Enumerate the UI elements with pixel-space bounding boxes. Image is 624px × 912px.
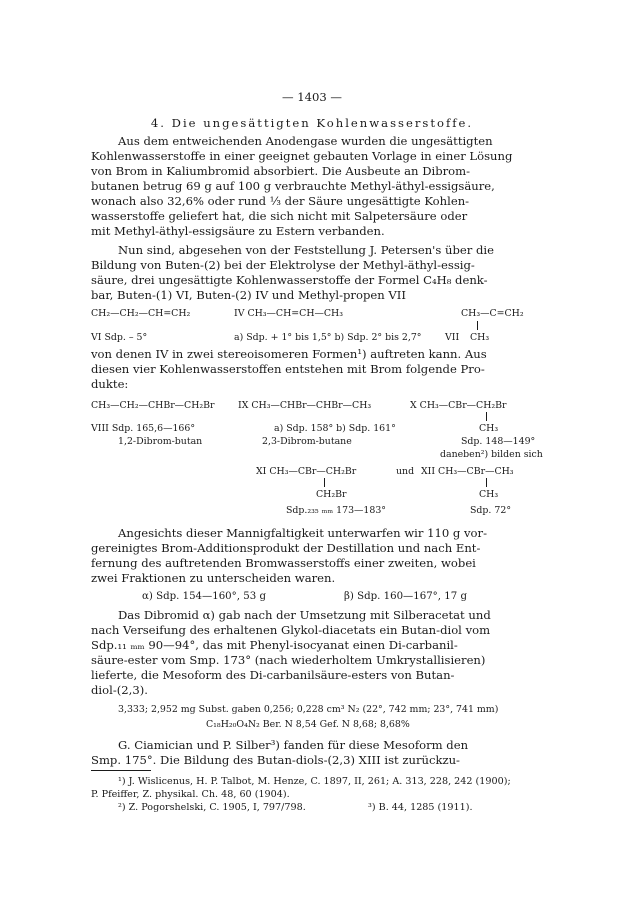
text-line: lieferte, die Mesoform des Di-carbanilsäure-esters von Butan- [91, 668, 455, 682]
formula-xii-sub: CH₃ [479, 489, 499, 500]
fraction-beta: β) Sdp. 160—167°, 17 g [344, 591, 467, 602]
footnote: ²) Z. Pogorshelski, C. 1905, I, 797/798. [118, 802, 306, 813]
text-line: gereinigtes Brom-Additionsprodukt der Destillation und nach Ent- [91, 541, 481, 555]
text-line: zwei Fraktionen zu unterscheiden waren. [91, 571, 336, 585]
text-line: nach Verseifung des erhaltenen Glykol-diacetats ein Butan-diol vom [91, 623, 491, 637]
formula-methyl-propen: CH₃—C=CH₂ [461, 308, 524, 319]
formula-buten-1: CH₂—CH₂—CH=CH₂ [91, 308, 191, 319]
formula-xi: XI CH₃—CBr—CH₂Br [256, 466, 357, 477]
conjunction: und [396, 466, 415, 477]
footnote: P. Pfeiffer, Z. physikal. Ch. 48, 60 (1904). [91, 789, 290, 800]
text-line: Nun sind, abgesehen von der Feststellung J. Petersen's über die [118, 243, 494, 257]
footnote: ³) B. 44, 1285 (1911). [368, 802, 473, 813]
boiling-point-viii: VIII Sdp. 165,6—166° [91, 423, 196, 434]
bond-line [324, 478, 325, 487]
bond-line [486, 412, 487, 421]
boiling-point-x: Sdp. 148—149° [461, 436, 536, 447]
text-line: säure, drei ungesättigte Kohlenwasserstoffe der Formel C₄H₈ denk- [91, 273, 488, 287]
text-line: säure-ester vom Smp. 173° (nach wiederholtem Umkrystallisieren) [91, 653, 486, 667]
side-products-note: daneben²) bilden sich [440, 449, 543, 460]
text-line: Kohlenwasserstoffe in einer geeignet gebauten Vorlage in einer Lösung [91, 149, 513, 163]
text-line: wasserstoffe geliefert hat, die sich nicht mit Salpetersäure oder [91, 209, 468, 223]
formula-sub-ch3: CH₃ [470, 332, 490, 343]
boiling-point-xi: Sdp.₂₃₅ ₘₘ 173—183° [286, 505, 386, 516]
text-line: Angesichts dieser Mannigfaltigkeit unterwarfen wir 110 g vor- [118, 526, 487, 540]
footnote: ¹) J. Wislicenus, H. P. Talbot, M. Henze, C. 1897, II, 261; A. 313, 228, 242 (1900); [118, 776, 511, 787]
section-heading: 4. Die ungesättigten Kohlenwasserstoffe. [150, 116, 474, 130]
text-line: wonach also 32,6% oder rund ⅓ der Säure ungesättigte Kohlen- [91, 194, 470, 208]
formula-xii: XII CH₃—CBr—CH₃ [421, 466, 514, 477]
text-line: mit Methyl-äthyl-essigsäure zu Estern verbanden. [91, 224, 385, 238]
compound-name-ix: 2,3-Dibrom-butane [262, 436, 352, 447]
text-line: diesen vier Kohlenwasserstoffen entstehen mit Brom folgende Pro- [91, 362, 485, 376]
text-line: Aus dem entweichenden Anodengase wurden die ungesättigten [118, 134, 493, 148]
text-line: diol-(2,3). [91, 683, 148, 697]
text-line: Smp. 175°. Die Bildung des Butan-diols-(2,3) XIII ist zurückzu- [91, 753, 460, 767]
elemental-analysis-data: 3,333; 2,952 mg Subst. gaben 0,256; 0,228 cm³ N₂ (22°, 742 mm; 23°, 741 mm) [118, 704, 499, 715]
text-line: von denen IV in zwei stereoisomeren Formen¹) auftreten kann. Aus [91, 347, 487, 361]
page-number: — 1403 — [281, 90, 343, 104]
text-line: von Brom in Kaliumbromid absorbiert. Die Ausbeute an Dibrom- [91, 164, 471, 178]
text-line: bar, Buten-(1) VI, Buten-(2) IV und Methyl-propen VII [91, 288, 406, 302]
formula-viii: CH₃—CH₂—CHBr—CH₂Br [91, 400, 215, 411]
text-line: dukte: [91, 377, 129, 391]
label-vii: VII [445, 332, 460, 343]
formula-x-sub: CH₃ [479, 423, 499, 434]
formula-xi-sub: CH₂Br [316, 489, 347, 500]
formula-buten-2: IV CH₃—CH=CH—CH₃ [234, 308, 343, 319]
boiling-point-vi: VI Sdp. – 5° [91, 332, 148, 343]
footnote-rule [91, 770, 151, 771]
text-line: Bildung von Buten-(2) bei der Elektrolyse der Methyl-äthyl-essig- [91, 258, 475, 272]
bond-line [477, 321, 478, 330]
boiling-point-xii: Sdp. 72° [470, 505, 512, 516]
text-line: Das Dibromid α) gab nach der Umsetzung mit Silberacetat und [118, 608, 491, 622]
text-line: butanen betrug 69 g auf 100 g verbrauchte Methyl-äthyl-essigsäure, [91, 179, 495, 193]
fraction-alpha: α) Sdp. 154—160°, 53 g [142, 591, 266, 602]
elemental-analysis-result: C₁₈H₂₀O₄N₂ Ber. N 8,54 Gef. N 8,68; 8,68% [206, 719, 410, 730]
formula-ix: IX CH₃—CHBr—CHBr—CH₃ [238, 400, 372, 411]
formula-x: X CH₃—CBr—CH₂Br [410, 400, 507, 411]
text-line: G. Ciamician und P. Silber³) fanden für diese Mesoform den [118, 738, 469, 752]
boiling-point-iv: a) Sdp. + 1° bis 1,5° b) Sdp. 2° bis 2,7° [234, 332, 422, 343]
boiling-point-ix: a) Sdp. 158° b) Sdp. 161° [274, 423, 396, 434]
text-line: Sdp.₁₁ ₘₘ 90—94°, das mit Phenyl-isocyanat einen Di-carbanil- [91, 638, 458, 652]
compound-name-viii: 1,2-Dibrom-butan [118, 436, 203, 447]
bond-line [486, 478, 487, 487]
text-line: fernung des auftretenden Bromwasserstoffs einer zweiten, wobei [91, 556, 476, 570]
